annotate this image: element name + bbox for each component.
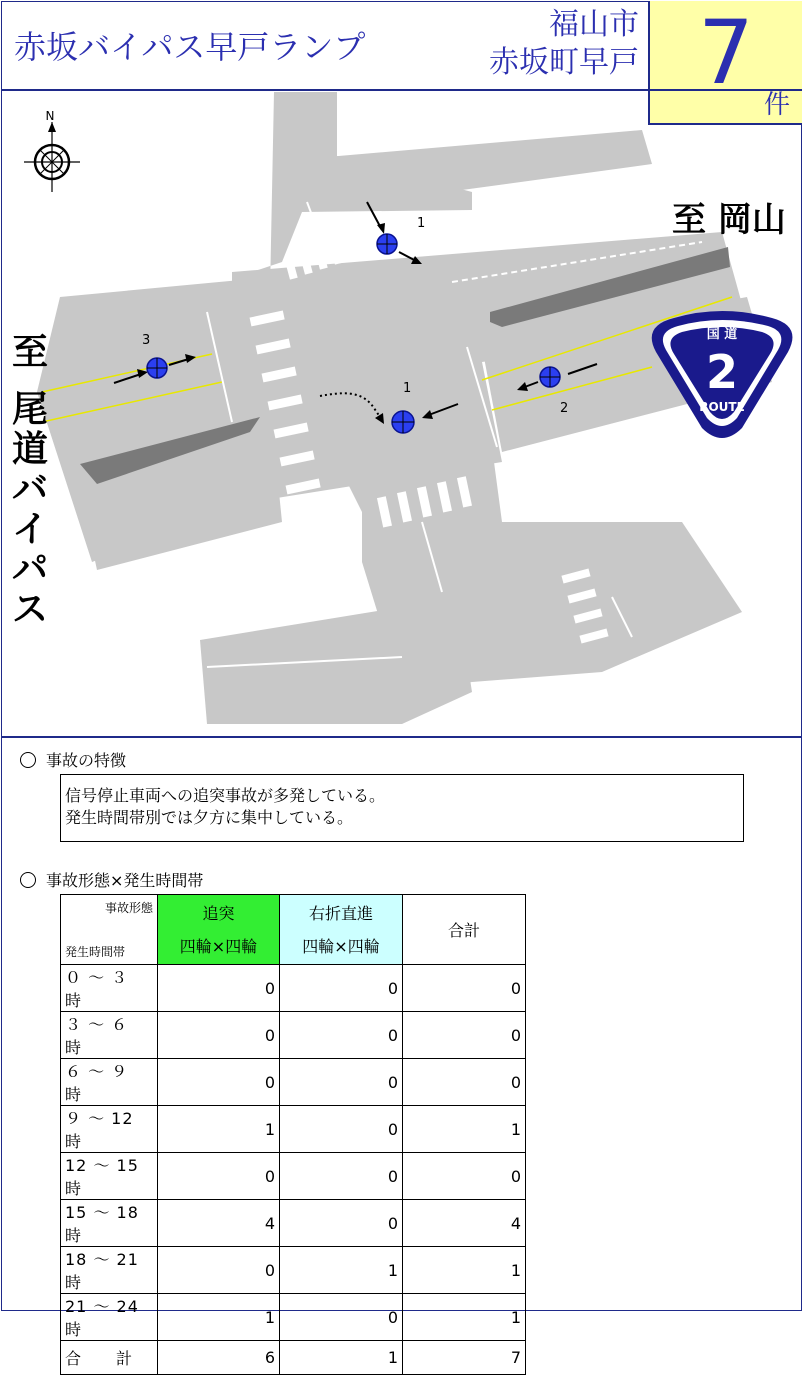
features-heading — [20, 748, 126, 771]
total-all: 7 — [403, 1341, 526, 1375]
total-right-turn: 1 — [280, 1341, 403, 1375]
map-divider — [1, 736, 802, 738]
table-row — [61, 1200, 526, 1247]
feature-line: 信号停止車両への追突事故が多発している。 — [65, 786, 386, 805]
accident-table — [60, 894, 526, 1375]
cell-rear-end: 0 — [158, 1153, 280, 1200]
table-row — [61, 1012, 526, 1059]
table-row — [61, 1247, 526, 1294]
cell-total: 4 — [403, 1200, 526, 1247]
accident-count: 7 — [698, 1, 754, 104]
row-label: ３ ～ ６ 時 — [61, 1012, 158, 1059]
page-title: 赤坂バイパス早戸ランプ — [14, 28, 366, 66]
col1-bottom: 四輪×四輪 — [179, 936, 258, 956]
cell-rear-end: 1 — [158, 1106, 280, 1153]
column-header-right-turn — [280, 895, 403, 965]
route-label-bottom: ROUTE — [699, 400, 745, 414]
cell-right-turn: 1 — [280, 1247, 403, 1294]
table-heading-text: 事故形態×発生時間帯 — [46, 871, 204, 890]
features-heading-text: 事故の特徴 — [46, 751, 127, 770]
col2-bottom: 四輪×四輪 — [302, 936, 380, 956]
cell-right-turn: 0 — [280, 1294, 403, 1341]
cell-right-turn: 0 — [280, 1153, 403, 1200]
marker-label: 1 — [417, 216, 426, 231]
col2-top: 右折直進 — [308, 903, 373, 923]
table-row — [61, 1106, 526, 1153]
north-label: N — [45, 109, 55, 123]
column-header-rear-end — [158, 895, 280, 965]
corner-header-cell — [61, 895, 158, 965]
corner-bottom: 発生時間帯 — [65, 945, 126, 959]
column-header-total: 合計 — [403, 895, 526, 965]
cell-total: 1 — [403, 1247, 526, 1294]
table-row — [61, 1153, 526, 1200]
compass-icon — [24, 122, 80, 192]
accident-marker-1-north — [367, 202, 422, 264]
route-2-sign-icon — [652, 311, 793, 438]
destination-west-prefix: 至 — [12, 332, 49, 373]
cell-total: 0 — [403, 965, 526, 1012]
table-row — [61, 1294, 526, 1341]
intersection-diagram — [2, 92, 802, 736]
route-label-top: 国 道 — [706, 327, 738, 342]
cell-rear-end: 0 — [158, 1059, 280, 1106]
cell-total: 1 — [403, 1106, 526, 1153]
marker-label: 3 — [142, 333, 151, 348]
row-label: ６ ～ ９ 時 — [61, 1059, 158, 1106]
route-number: 2 — [705, 345, 739, 399]
total-rear-end: 6 — [158, 1341, 280, 1375]
corner-top: 事故形態 — [104, 901, 153, 915]
row-label: ９ ～ 12 時 — [61, 1106, 158, 1153]
cell-rear-end: 1 — [158, 1294, 280, 1341]
row-label: 12 ～ 15時 — [61, 1153, 158, 1200]
cell-rear-end: 0 — [158, 965, 280, 1012]
cell-total: 0 — [403, 1059, 526, 1106]
row-label: 18 ～ 21時 — [61, 1247, 158, 1294]
circle-bullet-icon — [20, 872, 36, 888]
table-row — [61, 1059, 526, 1106]
marker-label: 2 — [560, 401, 569, 416]
intersection-map — [2, 92, 802, 736]
cell-right-turn: 0 — [280, 1012, 403, 1059]
district-name: 赤坂町早戸 — [489, 45, 639, 80]
destination-east: 至 岡山 — [672, 200, 786, 240]
cell-right-turn: 0 — [280, 1200, 403, 1247]
cell-right-turn: 0 — [280, 965, 403, 1012]
cell-total: 1 — [403, 1294, 526, 1341]
circle-bullet-icon — [20, 752, 36, 768]
cell-right-turn: 0 — [280, 1106, 403, 1153]
destination-west: 尾道バイパス — [12, 389, 49, 630]
table-header-row — [61, 895, 526, 965]
cell-rear-end: 0 — [158, 1247, 280, 1294]
accident-count-unit: 件 — [763, 90, 790, 120]
row-label: 21 ～ 24時 — [61, 1294, 158, 1341]
col1-top: 追突 — [202, 903, 235, 923]
table-row — [61, 965, 526, 1012]
table-heading — [20, 868, 203, 891]
location-block — [489, 6, 639, 82]
header-divider — [1, 89, 802, 91]
features-box — [60, 774, 744, 842]
cell-total: 0 — [403, 1012, 526, 1059]
road-surface — [37, 92, 772, 724]
total-label: 合 計 — [61, 1341, 158, 1375]
cell-rear-end: 4 — [158, 1200, 280, 1247]
row-label: ０ ～ ３ 時 — [61, 965, 158, 1012]
row-label: 15 ～ 18時 — [61, 1200, 158, 1247]
marker-label: 1 — [403, 381, 412, 396]
cell-total: 0 — [403, 1153, 526, 1200]
feature-line: 発生時間帯別では夕方に集中している。 — [65, 808, 354, 827]
table-total-row — [61, 1341, 526, 1375]
cell-right-turn: 0 — [280, 1059, 403, 1106]
cell-rear-end: 0 — [158, 1012, 280, 1059]
city-name: 福山市 — [549, 7, 639, 42]
